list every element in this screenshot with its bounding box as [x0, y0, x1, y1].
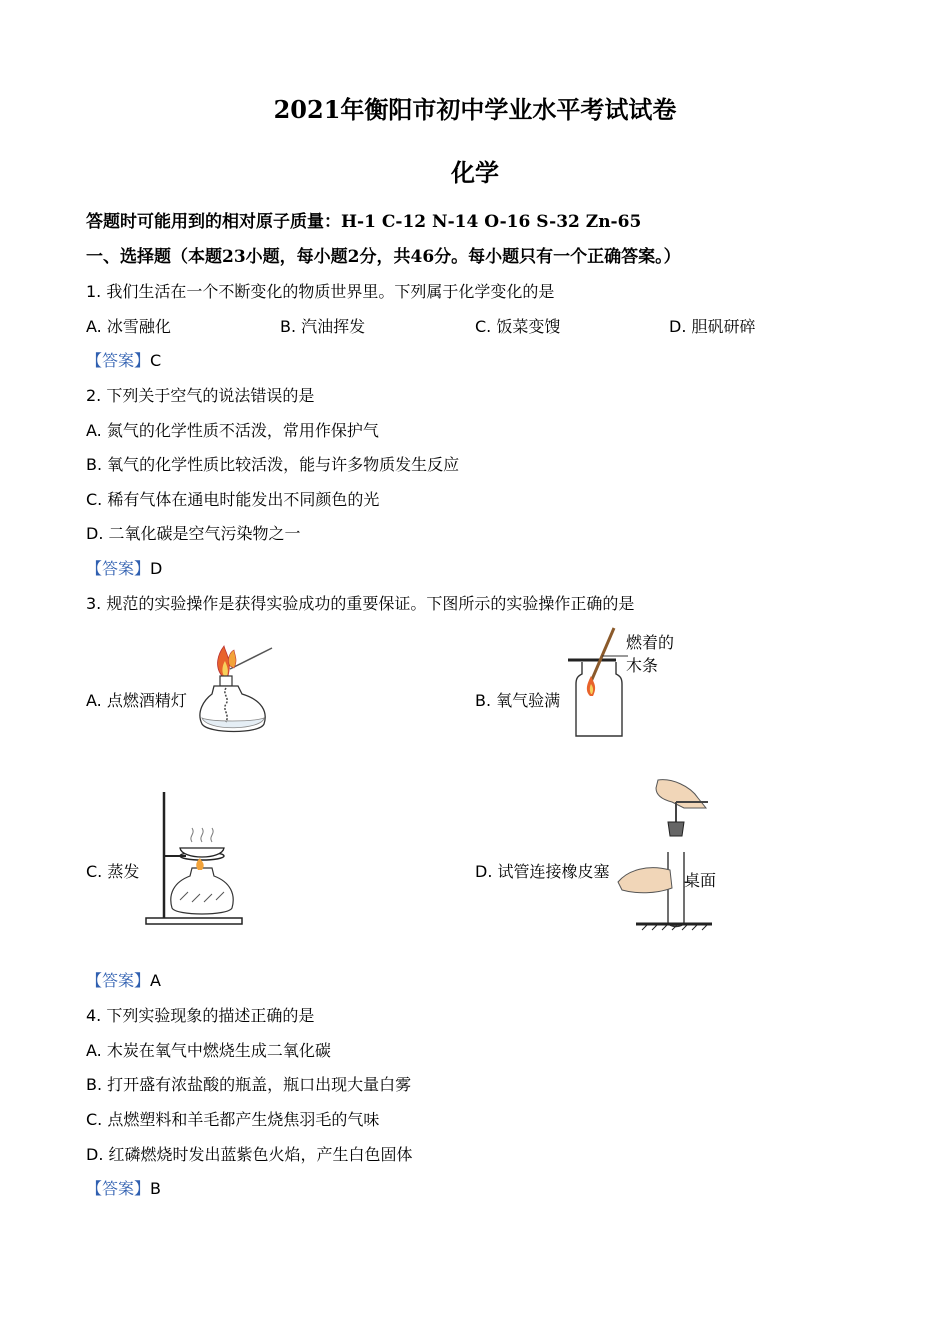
question-4-stem: 4. 下列实验现象的描述正确的是	[86, 1006, 315, 1025]
question-1-stem: 1. 我们生活在一个不断变化的物质世界里。下列属于化学变化的是	[86, 282, 555, 301]
question-4-option-d: D. 红磷燃烧时发出蓝紫色火焰，产生白色固体	[86, 1145, 413, 1164]
question-3-option-c: C. 蒸发	[86, 862, 140, 881]
question-1-answer	[86, 348, 161, 371]
rubber-stopper	[668, 822, 684, 836]
question-3-option-d: D. 试管连接橡皮塞	[475, 862, 610, 881]
question-3-option-b: B. 氧气验满	[475, 691, 561, 710]
question-3-stem: 3. 规范的实验操作是获得实验成功的重要保证。下图所示的实验操作正确的是	[86, 594, 635, 613]
atomic-mass-note: 答题时可能用到的相对原子质量：H-1 C-12 N-14 O-16 S-32 Zn-65	[86, 212, 642, 232]
section-heading: 一、选择题（本题23小题，每小题2分，共46分。每小题只有一个正确答案。）	[86, 247, 681, 267]
evaporation-figure	[140, 790, 246, 930]
steam	[191, 828, 213, 842]
flame-icon	[228, 650, 236, 668]
desk-label: 桌面	[684, 871, 717, 890]
answer-label: 【答案】	[86, 971, 151, 990]
question-2-option-a: A. 氮气的化学性质不活泼，常用作保护气	[86, 421, 379, 440]
oxygen-test-figure	[560, 626, 700, 740]
exam-title: 2021年衡阳市初中学业水平考试试卷	[273, 95, 677, 124]
question-3-option-a: A. 点燃酒精灯	[86, 691, 187, 710]
answer-label: 【答案】	[86, 351, 151, 370]
question-2-option-d: D. 二氧化碳是空气污染物之一	[86, 524, 301, 543]
wick-holder	[220, 676, 232, 686]
question-1-option-d: D. 胆矾研碎	[669, 317, 756, 336]
stand-base	[146, 918, 242, 924]
question-1-option-b: B. 汽油挥发	[280, 317, 366, 336]
lamp-body	[171, 868, 233, 914]
question-4-answer	[86, 1176, 161, 1199]
question-2-option-b: B. 氧气的化学性质比较活泼，能与许多物质发生反应	[86, 455, 460, 474]
question-2-answer	[86, 556, 162, 579]
upper-hand	[656, 780, 706, 808]
burning-stick-label: 燃着的	[626, 633, 675, 652]
burning-stick-label-2: 木条	[626, 656, 659, 675]
alcohol-lamp-figure	[190, 636, 280, 740]
answer-label: 【答案】	[86, 1179, 151, 1198]
test-tube	[668, 852, 684, 927]
answer-value: C	[150, 351, 162, 370]
question-4-option-a: A. 木炭在氧气中燃烧生成二氧化碳	[86, 1041, 331, 1060]
evaporating-dish	[180, 848, 224, 857]
match-stick	[230, 648, 272, 669]
gas-bottle	[576, 662, 622, 736]
question-4-option-c: C. 点燃塑料和羊毛都产生烧焦羽毛的气味	[86, 1110, 380, 1129]
rubber-stopper-figure	[612, 778, 722, 934]
question-2-stem: 2. 下列关于空气的说法错误的是	[86, 386, 315, 405]
answer-value: B	[150, 1179, 161, 1198]
answer-value: D	[150, 559, 163, 578]
question-3-answer	[86, 968, 161, 991]
answer-label: 【答案】	[86, 559, 151, 578]
question-2-option-c: C. 稀有气体在通电时能发出不同颜色的光	[86, 490, 380, 509]
subject-title: 化学	[451, 158, 499, 187]
question-1-option-c: C. 饭菜变馊	[475, 317, 561, 336]
lower-hand	[618, 868, 672, 893]
question-1-option-a: A. 冰雪融化	[86, 317, 171, 336]
answer-value: A	[150, 971, 161, 990]
question-4-option-b: B. 打开盛有浓盐酸的瓶盖，瓶口出现大量白雾	[86, 1075, 412, 1094]
